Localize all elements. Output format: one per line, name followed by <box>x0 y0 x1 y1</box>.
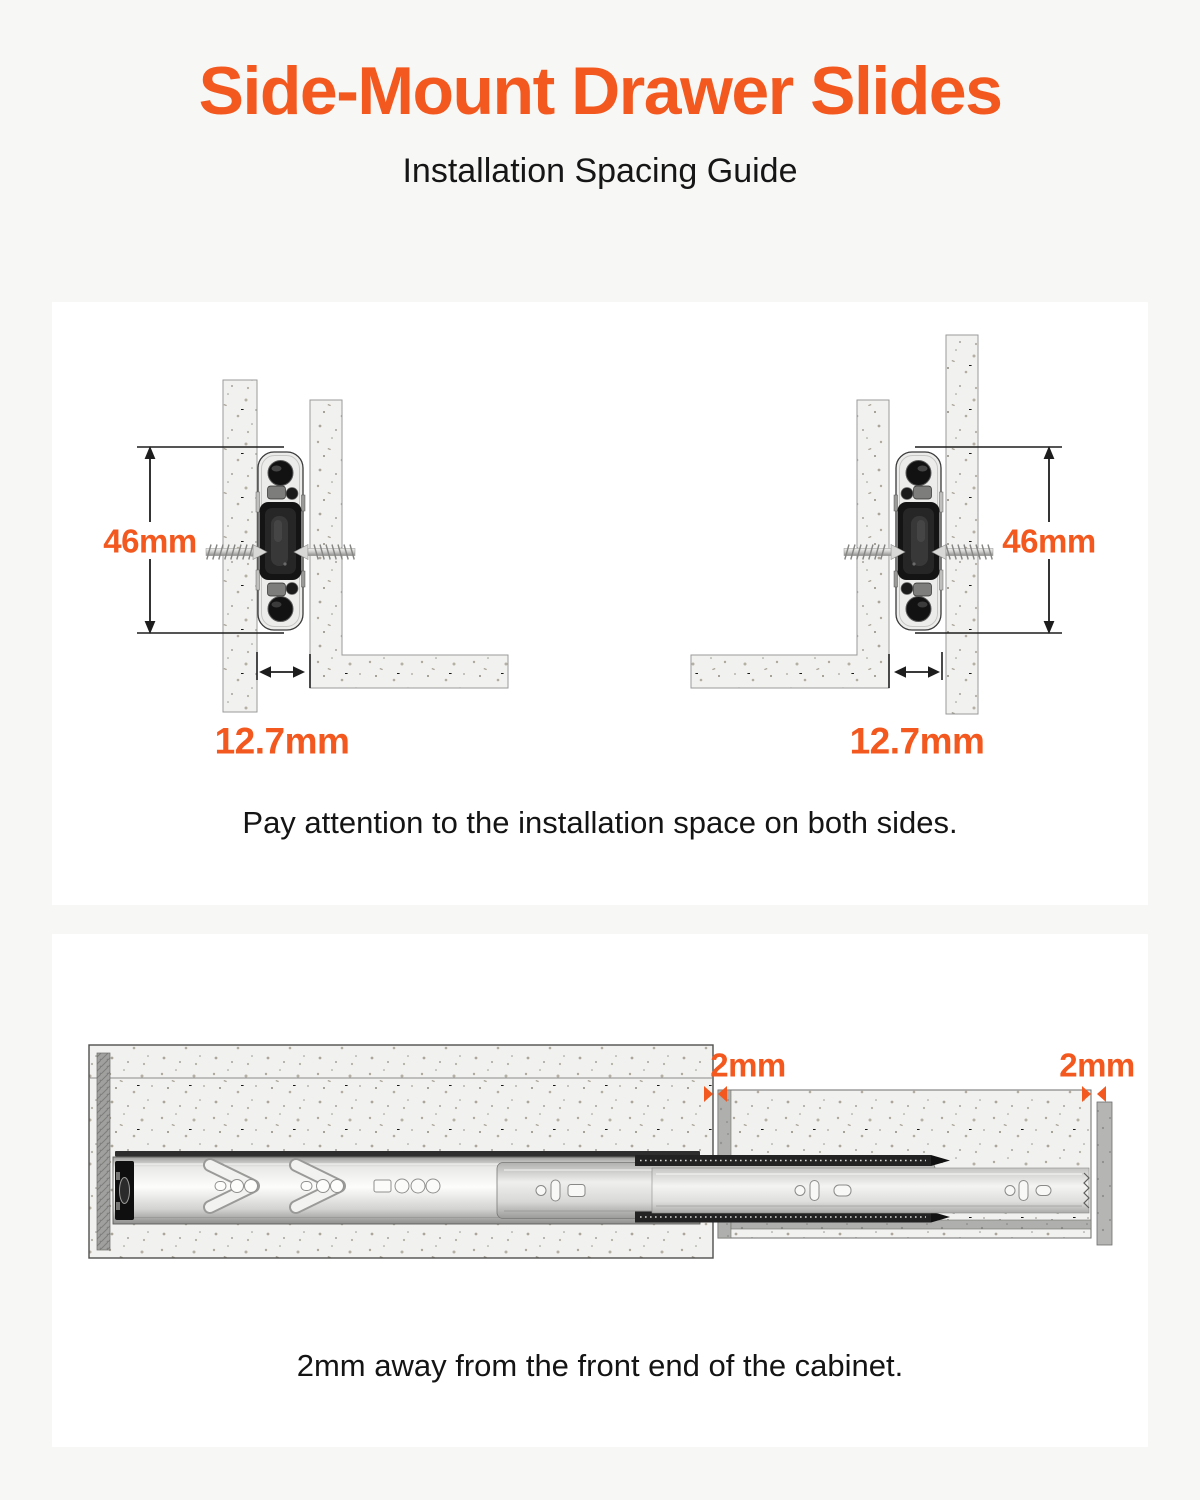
page-title: Side-Mount Drawer Slides <box>198 53 1002 129</box>
panel-front-spacing <box>52 934 1148 1447</box>
dimension-gap-12-7mm <box>257 652 310 688</box>
height-label-right: 46mm <box>1002 522 1096 560</box>
ball-bearing-top <box>268 461 293 486</box>
drawer-slide-rail <box>113 1151 1089 1224</box>
cabinet-side-board-right <box>946 335 978 714</box>
caption-side-spacing: Pay attention to the installation space on both sides. <box>242 805 958 840</box>
height-label-left: 46mm <box>103 522 197 560</box>
page-subtitle: Installation Spacing Guide <box>402 152 798 190</box>
bearing-strip-top <box>635 1155 950 1166</box>
gap-label-right: 12.7mm <box>849 720 985 762</box>
drawer-board <box>310 400 508 688</box>
rail-inner-member <box>652 1168 1089 1213</box>
cabinet-gap-label: 2mm <box>710 1046 786 1084</box>
ball-bearing-bottom <box>268 597 293 622</box>
gap-arrow-left-icon <box>1097 1086 1106 1102</box>
caption-front-spacing: 2mm away from the front end of the cabinet. <box>296 1348 904 1383</box>
cabinet-back-wall <box>97 1053 110 1250</box>
gap-label-left: 12.7mm <box>214 720 350 762</box>
mounting-hole-group <box>374 1179 440 1193</box>
drawer-gap-label: 2mm <box>1059 1046 1135 1084</box>
panel-side-spacing <box>52 302 1148 905</box>
slide-cross-section <box>256 452 305 630</box>
drawer-front-panel <box>1097 1102 1112 1245</box>
rail-shadow-line <box>115 1151 700 1157</box>
